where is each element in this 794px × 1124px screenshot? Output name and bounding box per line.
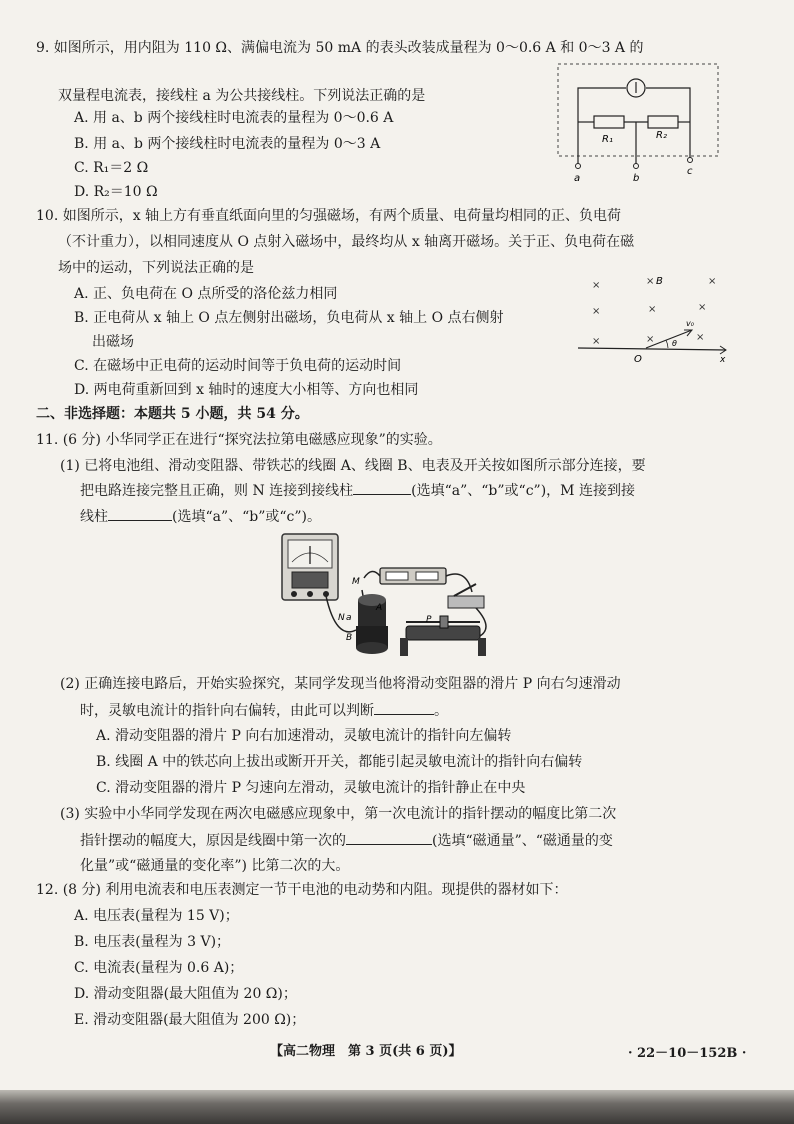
r1-resistor <box>594 116 624 128</box>
terminal-c <box>688 158 693 163</box>
x-axis-label: x <box>720 355 726 365</box>
q11-part1-line3 <box>80 506 321 527</box>
q11-part2-option-a: A. 滑动变阻器的滑片 P 向右加速滑动，灵敏电流计的指针向左偏转 <box>96 728 512 744</box>
q9-option-d: D. R₂＝10 Ω <box>74 184 158 200</box>
terminal-a <box>576 164 581 169</box>
q11-part1-line2 <box>80 480 635 501</box>
terminal-a-label: a <box>574 173 581 184</box>
q9-stem-line2: 双量程电流表，接线柱 a 为公共接线柱。下列说法正确的是 <box>58 88 426 104</box>
svg-text:×: × <box>648 304 657 315</box>
answer-blank-part3[interactable] <box>346 830 432 845</box>
x-axis <box>578 348 726 350</box>
q12-item-d: D. 滑动变阻器(最大阻值为 20 Ω)； <box>74 986 297 1002</box>
q10-stem-line1: 10. 如图所示，x 轴上方有垂直纸面向里的匀强磁场，有两个质量、电荷量均相同的正、负电荷 <box>36 208 622 224</box>
q10-option-d: D. 两电荷重新回到 x 轴时的速度大小相等、方向也相同 <box>74 382 419 398</box>
q10-stem-line3: 场中的运动，下列说法正确的是 <box>58 260 254 276</box>
q11-part3-line1: (3) 实验中小华同学发现在两次电磁感应现象中，第一次电流计的指针摆动的幅度比第二次 <box>60 806 617 822</box>
terminal-b <box>634 164 639 169</box>
switch <box>448 596 484 608</box>
q11-part3-line3: 化量”或“磁通量的变化率”) 比第二次的大。 <box>80 858 350 874</box>
section-2-heading: 二、非选择题：本题共 5 小题，共 54 分。 <box>36 406 309 422</box>
q11-part1-line1: (1) 已将电池组、滑动变阻器、带铁芯的线圈 A、线圈 B、电表及开关按如图所示部分连接，要 <box>60 458 646 474</box>
page-footer: 【高二物理 第 3 页(共 6 页)】 <box>270 1044 462 1059</box>
q11-part2-option-b: B. 线圈 A 中的铁芯向上拔出或断开开关，都能引起灵敏电流计的指针向右偏转 <box>96 754 583 770</box>
svg-text:×: × <box>592 336 601 347</box>
svg-text:×: × <box>592 306 601 317</box>
q11-part3-text-before-blank: 指针摆动的幅度大，原因是线圈中第一次的 <box>80 833 346 849</box>
q10-magnetic-field-diagram <box>576 268 732 366</box>
q9-option-b: B. 用 a、b 两个接线柱时电流表的量程为 0～3 A <box>74 136 381 152</box>
q11-part1-line3-suffix: (选填“a”、“b”或“c”)。 <box>172 509 322 525</box>
q10-stem-line2: （不计重力），以相同速度从 O 点射入磁场中，最终均从 x 轴离开磁场。关于正、负电荷在磁 <box>58 234 635 250</box>
q12-item-c: C. 电流表(量程为 0.6 A)； <box>74 960 244 976</box>
q11-part2-option-c: C. 滑动变阻器的滑片 P 匀速向左滑动，灵敏电流计的指针静止在中央 <box>96 780 526 796</box>
q12-item-b: B. 电压表(量程为 3 V)； <box>74 934 231 950</box>
q11-part2-text-before-blank: 时，灵敏电流计的指针向右偏转，由此可以判断 <box>80 703 374 719</box>
q9-dashed-box <box>558 64 718 156</box>
answer-blank-n[interactable] <box>353 480 411 495</box>
q12-item-e: E. 滑动变阻器(最大阻值为 200 Ω)； <box>74 1012 306 1028</box>
q11-part2-line1: (2) 正确连接电路后，开始实验探究，某同学发现当他将滑动变阻器的滑片 P 向右匀速滑动 <box>60 676 621 692</box>
svg-text:×: × <box>646 334 655 345</box>
origin-o-label: O <box>634 354 642 365</box>
answer-blank-m[interactable] <box>108 506 172 521</box>
label-coil-a: A <box>376 603 383 613</box>
q10-option-b-line1: B. 正电荷从 x 轴上 O 点左侧射出磁场，负电荷从 x 轴上 O 点右侧射 <box>74 310 504 326</box>
q9-stem-line1: 9. 如图所示，用内阻为 110 Ω、满偏电流为 50 mA 的表头改装成量程为 0～0.6 A 和 0～3 A 的 <box>36 40 644 56</box>
terminal-b-label: b <box>633 173 640 184</box>
q9-option-a: A. 用 a、b 两个接线柱时电流表的量程为 0～0.6 A <box>74 110 394 126</box>
q11-part3-text-after-blank: (选填“磁通量”、“磁通量的变 <box>432 833 613 849</box>
rheostat-slider <box>440 616 448 628</box>
q12-item-a: A. 电压表(量程为 15 V)； <box>74 908 239 924</box>
answer-blank-part2[interactable] <box>374 700 434 715</box>
svg-text:×: × <box>592 280 601 291</box>
q10-option-c: C. 在磁场中正电荷的运动时间等于负电荷的运动时间 <box>74 358 402 374</box>
q10-option-b-line2: 出磁场 <box>92 334 134 350</box>
q11-part3-line2 <box>80 830 613 851</box>
q11-part1-text-before-blank: 把电路连接完整且正确，则 N 连接到接线柱 <box>80 483 354 499</box>
r2-label: R₂ <box>656 130 667 141</box>
q9-option-c: C. R₁＝2 Ω <box>74 160 149 176</box>
q9-circuit-diagram <box>556 60 722 186</box>
q11-part1-text-after-blank: (选填“a”、“b”或“c”)，M 连接到接 <box>411 483 635 499</box>
q11-part2-text-after-blank: 。 <box>434 703 448 719</box>
r2-resistor <box>648 116 678 128</box>
q11-stem: 11. (6 分) 小华同学正在进行“探究法拉第电磁感应现象”的实验。 <box>36 432 442 448</box>
q12-stem: 12. (8 分) 利用电流表和电压表测定一节干电池的电动势和内阻。现提供的器材如下： <box>36 882 568 898</box>
scan-bottom-edge <box>0 1090 794 1124</box>
label-m: M <box>352 577 360 587</box>
svg-text:×: × <box>646 276 655 287</box>
label-a: a <box>346 613 352 623</box>
svg-text:×: × <box>708 276 717 287</box>
field-b-label: B <box>656 276 663 287</box>
label-slider-p: P <box>426 615 432 625</box>
label-n: N <box>338 613 345 623</box>
label-coil-b: B <box>346 633 353 643</box>
svg-text:×: × <box>698 302 707 313</box>
q11-part1-line3-prefix: 线柱 <box>80 509 108 525</box>
v0-label: v₀ <box>686 319 694 328</box>
svg-text:×: × <box>696 332 705 343</box>
exam-code: · 22－10－152B · <box>628 1046 747 1061</box>
q11-apparatus-illustration <box>276 530 506 670</box>
r1-label: R₁ <box>602 134 613 145</box>
q11-part2-line2 <box>80 700 448 721</box>
terminal-c-label: c <box>687 166 693 177</box>
q10-option-a: A. 正、负电荷在 O 点所受的洛伦兹力相同 <box>74 286 338 302</box>
theta-label: θ <box>672 339 677 348</box>
